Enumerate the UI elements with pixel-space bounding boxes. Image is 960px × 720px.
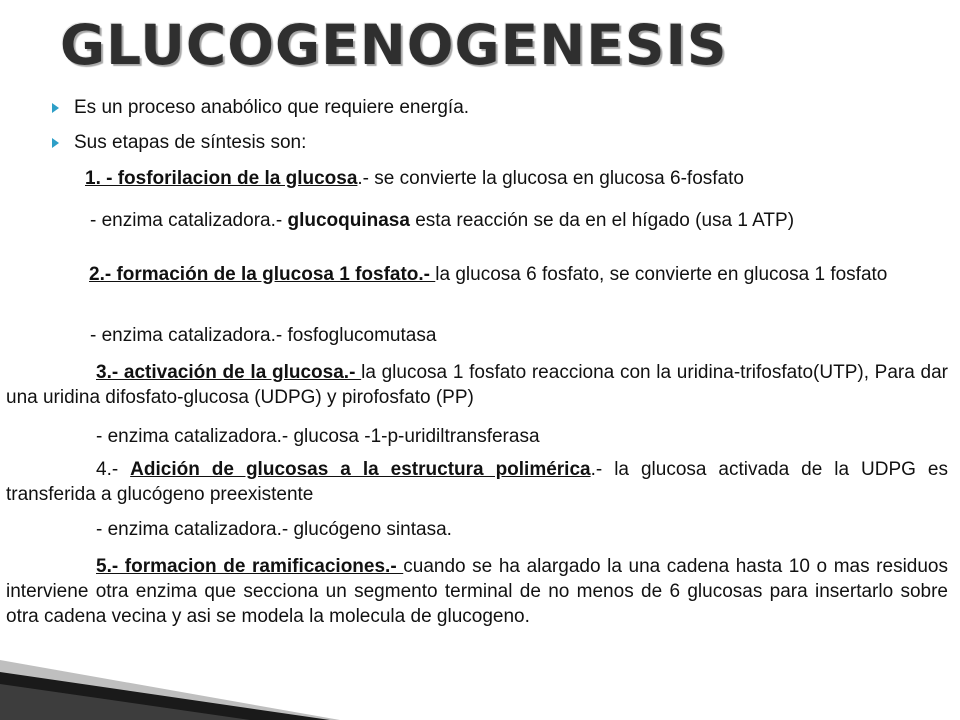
slide-title: GLUCOGENOGENESIS bbox=[60, 13, 728, 77]
step-4-prefix: 4.- bbox=[96, 459, 131, 480]
bullet-arrow-icon bbox=[52, 138, 59, 148]
enzyme-note: esta reacción se da en el hígado (usa 1 ATP) bbox=[409, 210, 795, 231]
step-4-enzyme: - enzima catalizadora.- glucógeno sintasa. bbox=[96, 519, 452, 540]
bullet-arrow-icon bbox=[52, 103, 59, 113]
step-5-text: cuando se ha alargado la una cadena hasta 10 o mas residuos interviene otra enzima que secciona un segmento terminal de no menos de 6 glucosas para insertarlo sobre otra cadena vecina y asi se modela la molecula de glucogeno. bbox=[6, 556, 948, 627]
step-1 bbox=[6, 166, 948, 191]
step-4-heading: Adición de glucosas a la estructura polimérica bbox=[130, 459, 591, 480]
step-1-text: .- se convierte la glucosa en glucosa 6-fosfato bbox=[357, 168, 744, 189]
bullet-text: Sus etapas de síntesis son: bbox=[74, 132, 307, 153]
step-1-heading: 1. - fosforilacion de la glucosa bbox=[85, 168, 358, 189]
enzyme-name: glucoquinasa bbox=[287, 210, 410, 231]
step-5 bbox=[6, 554, 948, 629]
step-5-heading: 5.- formacion de ramificaciones.- bbox=[96, 556, 404, 577]
decorative-stripe bbox=[0, 620, 360, 720]
step-3-text: la glucosa 1 fosfato reacciona con la uridina-trifosfato(UTP), Para dar una uridina difosfato-glucosa (UDPG) y pirofosfato (PP) bbox=[6, 362, 948, 408]
step-3-heading: 3.- activación de la glucosa.- bbox=[96, 362, 362, 383]
enzyme-prefix: - enzima catalizadora.- bbox=[90, 210, 288, 231]
step-2-heading: 2.- formación de la glucosa 1 fosfato.- bbox=[89, 264, 436, 285]
step-4-text: .- la glucosa activada de la UDPG es transferida a glucógeno preexistente bbox=[6, 459, 948, 505]
step-3-enzyme: - enzima catalizadora.- glucosa -1-p-uridiltransferasa bbox=[96, 426, 540, 447]
step-2-enzyme: - enzima catalizadora.- fosfoglucomutasa bbox=[90, 325, 437, 346]
step-2 bbox=[6, 262, 948, 287]
step-2-text: la glucosa 6 fosfato, se convierte en glucosa 1 fosfato bbox=[435, 264, 888, 285]
step-4 bbox=[6, 457, 948, 507]
step-3 bbox=[6, 360, 948, 410]
bullet-text: Es un proceso anabólico que requiere energía. bbox=[74, 97, 470, 118]
step-1-enzyme bbox=[6, 208, 948, 233]
